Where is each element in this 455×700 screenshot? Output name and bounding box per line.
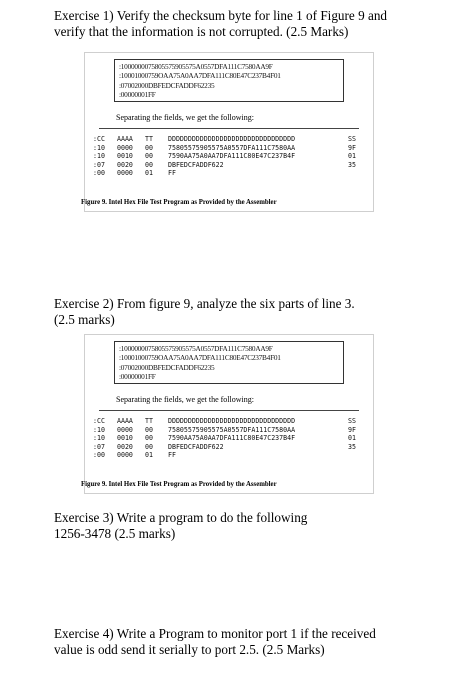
field-table: [93, 417, 365, 460]
table-cell: :10: [93, 152, 105, 161]
table-cell: 01: [348, 434, 356, 443]
exercise-1: [54, 8, 449, 40]
exercise-4-line-2: value is odd send it serially to port 2.5. (2.5 Marks): [54, 642, 325, 657]
hex-line: :10001000759OAA75A0AA7DFA111C80E47C237B4F01: [119, 71, 281, 81]
table-cell: 9F: [348, 425, 356, 434]
table-cell: SS: [348, 135, 356, 143]
table-cell: AAAA: [117, 417, 133, 425]
hex-line: :07002000DBFEDCFADDF62235: [119, 362, 215, 372]
table-cell: DDDDDDDDDDDDDDDDDDDDDDDDDDDDDDDD: [168, 135, 296, 143]
hex-line: :1000000075805575905575A0557DFA111C7580AA9F: [119, 62, 273, 71]
table-cell: 00: [145, 425, 153, 434]
table-cell: FF: [168, 169, 176, 178]
table-row: [93, 161, 365, 170]
hex-line: :1000000075805575905575A0557DFA111C7580AA9F: [119, 344, 273, 353]
separating-text: Separating the fields, we get the following:: [116, 113, 254, 122]
exercise-4: [54, 626, 449, 658]
table-cell: 0000: [117, 425, 133, 434]
hex-line: :10001000759OAA75A0AA7DFA111C80E47C237B4F01: [119, 353, 281, 363]
figure-9-second: [81, 334, 374, 494]
hex-file-box: [114, 59, 344, 102]
divider: [99, 128, 359, 129]
table-header: [93, 135, 365, 144]
hex-line: :00000001FF: [119, 371, 156, 381]
table-cell: 0000: [117, 169, 133, 178]
table-cell: DBFEDCFADDF622: [168, 442, 224, 451]
table-cell: TT: [145, 417, 153, 425]
table-cell: 00: [145, 160, 153, 169]
table-cell: :07: [93, 160, 105, 169]
table-row: [93, 152, 365, 161]
table-cell: 00: [145, 143, 153, 152]
figure-caption: Figure 9. Intel Hex File Test Program as Provided by the Assembler: [81, 481, 277, 488]
table-cell: :10: [93, 425, 105, 434]
exercise-2-line-2: (2.5 marks): [54, 312, 115, 327]
exercise-1-line-1: Exercise 1) Verify the checksum byte for line 1 of Figure 9 and: [54, 8, 388, 23]
table-cell: 0000: [117, 451, 133, 460]
table-cell: :00: [93, 451, 105, 460]
exercise-3-line-1: Exercise 3) Write a program to do the following: [54, 510, 308, 525]
figure-9-first: [81, 52, 374, 212]
exercise-3: [54, 510, 449, 542]
exercise-3-line-2: 1256-3478 (2.5 marks): [54, 526, 176, 541]
table-cell: FF: [168, 451, 176, 460]
table-cell: 7590AA75A0AA7DFA111C80E47C237B4F: [168, 434, 296, 443]
table-cell: :CC: [93, 135, 105, 143]
table-cell: SS: [348, 417, 356, 425]
table-cell: :07: [93, 442, 105, 451]
table-cell: :10: [93, 434, 105, 443]
table-cell: 0020: [117, 442, 133, 451]
table-cell: 75805575905575A0557DFA111C7580AA: [168, 425, 296, 434]
table-cell: 35: [348, 442, 356, 451]
table-cell: AAAA: [117, 135, 133, 143]
hex-line: :00000001FF: [119, 89, 156, 99]
figure-caption: Figure 9. Intel Hex File Test Program as Provided by the Assembler: [81, 199, 277, 206]
table-cell: DBFEDCFADDF622: [168, 160, 224, 169]
table-row: [93, 434, 365, 443]
table-cell: 00: [145, 442, 153, 451]
table-cell: DDDDDDDDDDDDDDDDDDDDDDDDDDDDDDDD: [168, 417, 296, 425]
exercise-2-line-1: Exercise 2) From figure 9, analyze the six parts of line 3.: [54, 296, 355, 311]
table-cell: 75805575905575A0557DFA111C7580AA: [168, 143, 296, 152]
hex-line: :07002000DBFEDCFADDF62235: [119, 80, 215, 90]
table-cell: 01: [145, 169, 153, 178]
table-row: [93, 443, 365, 452]
table-cell: 01: [348, 152, 356, 161]
table-cell: 0010: [117, 152, 133, 161]
table-cell: TT: [145, 135, 153, 143]
table-cell: 9F: [348, 143, 356, 152]
table-cell: :00: [93, 169, 105, 178]
table-cell: 00: [145, 434, 153, 443]
table-cell: 35: [348, 160, 356, 169]
table-cell: 0000: [117, 143, 133, 152]
table-cell: :CC: [93, 417, 105, 425]
table-row: [93, 451, 365, 460]
exercise-1-line-2: verify that the information is not corrupted. (2.5 Marks): [54, 24, 349, 39]
divider: [99, 410, 359, 411]
table-cell: 0020: [117, 160, 133, 169]
exercise-4-line-1: Exercise 4) Write a Program to monitor port 1 if the received: [54, 626, 376, 641]
exercise-2: [54, 296, 449, 328]
separating-text: Separating the fields, we get the following:: [116, 395, 254, 404]
hex-file-box: [114, 341, 344, 384]
table-cell: 00: [145, 152, 153, 161]
table-cell: 01: [145, 451, 153, 460]
table-header: [93, 417, 365, 426]
field-table: [93, 135, 365, 178]
table-cell: 7590AA75A0AA7DFA111C80E47C237B4F: [168, 152, 296, 161]
table-cell: :10: [93, 143, 105, 152]
table-row: [93, 426, 365, 435]
table-row: [93, 144, 365, 153]
table-cell: 0010: [117, 434, 133, 443]
table-row: [93, 169, 365, 178]
